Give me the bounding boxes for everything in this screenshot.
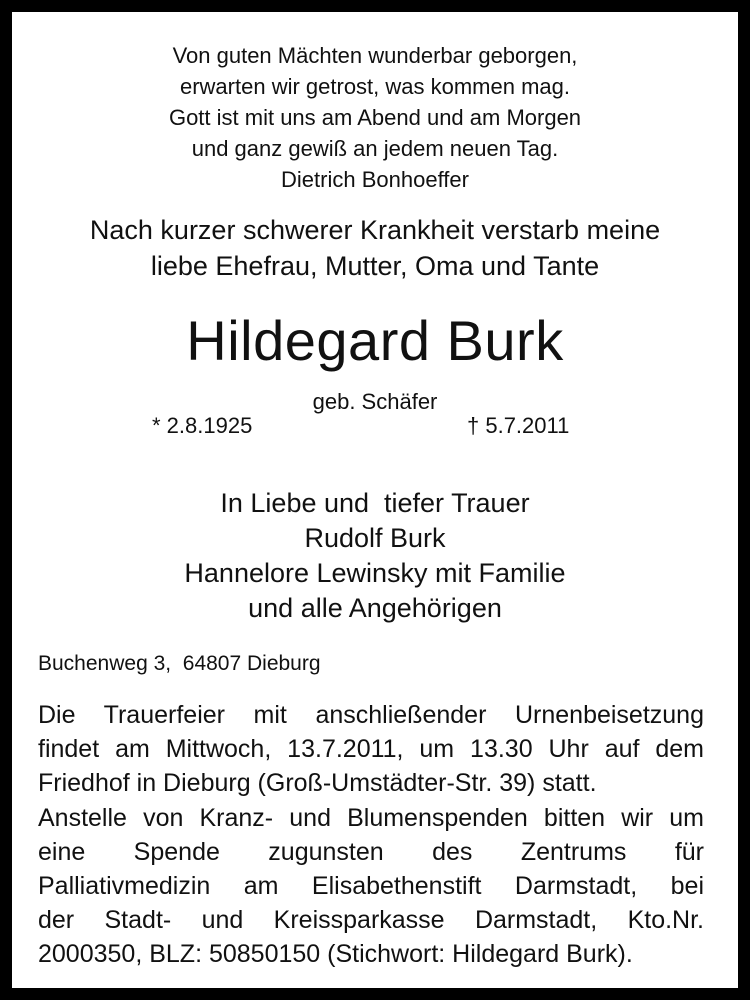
mourners-heading: In Liebe und tiefer Trauer: [220, 488, 530, 518]
poem-line: und ganz gewiß an jedem neuen Tag.: [191, 136, 559, 161]
death-announcement: [0, 212, 750, 284]
deceased-name: Hildegard Burk: [186, 309, 564, 372]
notice-line: Die Trauerfeier mit anschließender Urnenbeisetzung: [38, 701, 704, 729]
poem-line: Von guten Mächten wunderbar geborgen,: [172, 43, 578, 68]
notice-line: findet am Mittwoch, 13.7.2011, um 13.30 Uhr auf dem: [38, 735, 704, 764]
notice-line: Palliativmedizin am Elisabethenstift Darmstadt, bei: [38, 872, 704, 901]
mourner-name: Rudolf Burk: [304, 523, 446, 553]
mourner-name: Hannelore Lewinsky mit Familie: [184, 558, 566, 588]
poem-line: Gott ist mit uns am Abend und am Morgen: [168, 105, 582, 130]
funeral-notice: [38, 698, 704, 972]
poem-block: [0, 40, 750, 195]
poem-author: Dietrich Bonhoeffer: [281, 167, 469, 192]
notice-line: eine Spende zugunsten des Zentrums für: [38, 837, 704, 866]
notice-line: 2000350, BLZ: 50850150 (Stichwort: Hildegard Burk).: [38, 940, 633, 969]
notice-line: Friedhof in Dieburg (Groß-Umstädter-Str. 39) statt.: [38, 769, 597, 798]
announcement-line: liebe Ehefrau, Mutter, Oma und Tante: [150, 251, 600, 281]
death-date: † 5.7.2011: [467, 413, 570, 438]
notice-line: der Stadt- und Kreissparkasse Darmstadt, Kto.Nr.: [38, 906, 704, 935]
announcement-line: Nach kurzer schwerer Krankheit verstarb meine: [89, 215, 661, 245]
mourner-name: und alle Angehörigen: [248, 593, 502, 623]
poem-line: erwarten wir getrost, was kommen mag.: [179, 74, 571, 99]
notice-line: Anstelle von Kranz- und Blumenspenden bitten wir um: [38, 803, 704, 832]
maiden-name: geb. Schäfer: [312, 389, 438, 414]
birth-date: * 2.8.1925: [152, 413, 253, 438]
mourners-block: [0, 486, 750, 626]
family-address: Buchenweg 3, 64807 Dieburg: [38, 652, 321, 675]
